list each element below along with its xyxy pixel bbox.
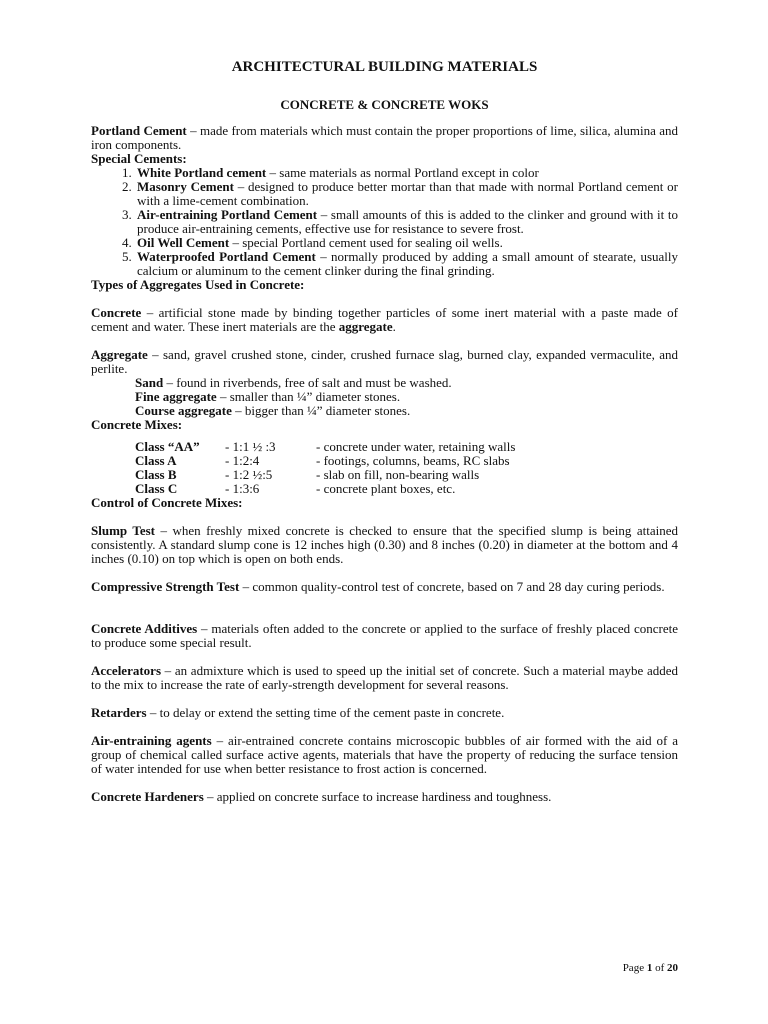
compressive-strength-paragraph bbox=[91, 580, 678, 594]
table-row bbox=[135, 440, 515, 454]
concrete-paragraph bbox=[91, 306, 678, 334]
mix-class: Class “AA” bbox=[135, 439, 200, 454]
list-item bbox=[135, 250, 678, 278]
definition: – normally produced by adding a small amount of stearate, usually calcium or aluminum to the cement clinker during the final grinding. bbox=[137, 249, 678, 278]
mix-class: Class B bbox=[135, 467, 177, 482]
table-row bbox=[135, 454, 515, 468]
definition: – materials often added to the concrete or applied to the surface of freshly placed concrete to produce some special result. bbox=[91, 621, 678, 650]
term: Aggregate bbox=[91, 347, 148, 362]
concrete-hardeners-paragraph bbox=[91, 790, 678, 804]
aggregates-heading: Types of Aggregates Used in Concrete: bbox=[91, 277, 305, 292]
table-row bbox=[135, 482, 515, 496]
list-item bbox=[135, 166, 678, 180]
aggregate-sub-item bbox=[91, 390, 678, 404]
mix-use: - footings, columns, beams, RC slabs bbox=[316, 453, 510, 468]
definition: – common quality-control test of concrete, based on 7 and 28 day curing periods. bbox=[239, 579, 665, 594]
definition: – air-entrained concrete contains microscopic bubbles of air formed with the aid of a group of chemical called surface active agents, materials that have the property of reducing the surface tension of water intended for use when better resistance to frost action is concerned. bbox=[91, 733, 678, 776]
table-row bbox=[135, 468, 515, 482]
definition: – made from materials which must contain the proper proportions of lime, silica, alumina and iron components. bbox=[91, 123, 678, 152]
aggregate-sub-item bbox=[91, 376, 678, 390]
current-page: 1 bbox=[646, 962, 653, 974]
definition: – special Portland cement used for sealing oil wells. bbox=[229, 235, 503, 250]
retarders-paragraph bbox=[91, 706, 678, 720]
definition: – bigger than ¼” diameter stones. bbox=[231, 403, 411, 418]
definition: – an admixture which is used to speed up the initial set of concrete. Such a material maybe added to the mix to increase the rate of early-strength development for several reasons. bbox=[91, 663, 678, 692]
concrete-additives-paragraph bbox=[91, 622, 678, 650]
mix-ratio: - 1:3:6 bbox=[225, 481, 260, 496]
control-mixes-heading: Control of Concrete Mixes: bbox=[91, 495, 243, 510]
section-subtitle: CONCRETE & CONCRETE WOKS bbox=[280, 97, 489, 112]
definition: – small amounts of this is added to the clinker and ground with it to produce air-entraining cements, effective use for resistance to severe frost. bbox=[137, 207, 678, 236]
term: Retarders bbox=[91, 705, 147, 720]
term: Portland Cement bbox=[91, 123, 187, 138]
total-pages: 20 bbox=[667, 962, 678, 974]
emphasis: aggregate bbox=[338, 319, 393, 334]
term: Course aggregate bbox=[135, 403, 232, 418]
term: Masonry Cement bbox=[137, 179, 234, 194]
special-cements-heading: Special Cements: bbox=[91, 151, 187, 166]
term: Concrete bbox=[91, 305, 142, 320]
definition: – when freshly mixed concrete is checked to ensure that the specified slump is being attained consistently. A standard slump cone is 12 inches high (0.30) and 8 inches (0.20) in diameter at the bottom and 4 inches (0.10) on top which is open on both ends. bbox=[91, 523, 678, 566]
term: Accelerators bbox=[91, 663, 162, 678]
definition: – applied on concrete surface to increase hardiness and toughness. bbox=[203, 789, 552, 804]
definition: – found in riverbends, free of salt and must be washed. bbox=[163, 375, 452, 390]
aggregate-paragraph bbox=[91, 348, 678, 376]
term: White Portland cement bbox=[137, 165, 267, 180]
term: Air-entraining agents bbox=[91, 733, 212, 748]
mix-use: - concrete plant boxes, etc. bbox=[316, 481, 456, 496]
term: Air-entraining Portland Cement bbox=[137, 207, 318, 222]
special-cements-list bbox=[91, 166, 678, 278]
document-title: ARCHITECTURAL BUILDING MATERIALS bbox=[231, 59, 538, 75]
concrete-mixes-heading: Concrete Mixes: bbox=[91, 417, 183, 432]
term: Oil Well Cement bbox=[137, 235, 230, 250]
term: Waterproofed Portland Cement bbox=[137, 249, 316, 264]
definition: – designed to produce better mortar than that made with normal Portland cement or with a lime-cement combination. bbox=[137, 179, 678, 208]
list-item bbox=[135, 180, 678, 208]
term: Concrete Additives bbox=[91, 621, 198, 636]
definition: – smaller than ¼” diameter stones. bbox=[216, 389, 401, 404]
accelerators-paragraph bbox=[91, 664, 678, 692]
mix-class: Class A bbox=[135, 453, 177, 468]
term: Slump Test bbox=[91, 523, 156, 538]
term: Concrete Hardeners bbox=[91, 789, 204, 804]
mix-use: - concrete under water, retaining walls bbox=[316, 439, 516, 454]
page-of: of bbox=[652, 962, 667, 974]
mix-ratio: - 1:2:4 bbox=[225, 453, 260, 468]
mix-ratio: - 1:2 ½:5 bbox=[225, 467, 273, 482]
page-number bbox=[623, 961, 678, 975]
term: Fine aggregate bbox=[135, 389, 217, 404]
mix-ratio: - 1:1 ½ :3 bbox=[225, 439, 276, 454]
period: . bbox=[392, 319, 396, 334]
portland-cement-paragraph bbox=[91, 124, 678, 152]
definition: – sand, gravel crushed stone, cinder, crushed furnace slag, burned clay, expanded vermaculite, and perlite. bbox=[91, 347, 678, 376]
term: Sand bbox=[135, 375, 164, 390]
concrete-mixes-table bbox=[135, 440, 515, 496]
mix-class: Class C bbox=[135, 481, 178, 496]
definition: – to delay or extend the setting time of the cement paste in concrete. bbox=[146, 705, 505, 720]
definition: – same materials as normal Portland except in color bbox=[266, 165, 539, 180]
list-item bbox=[135, 236, 678, 250]
term: Compressive Strength Test bbox=[91, 579, 240, 594]
page-prefix: Page bbox=[622, 962, 647, 974]
air-entraining-agents-paragraph bbox=[91, 734, 678, 776]
mix-use: - slab on fill, non-bearing walls bbox=[316, 467, 480, 482]
definition: – artificial stone made by binding together particles of some inert material with a paste made of cement and water. These inert materials are the bbox=[91, 305, 678, 334]
slump-test-paragraph bbox=[91, 524, 678, 566]
list-item bbox=[135, 208, 678, 236]
aggregate-sub-item bbox=[91, 404, 678, 418]
